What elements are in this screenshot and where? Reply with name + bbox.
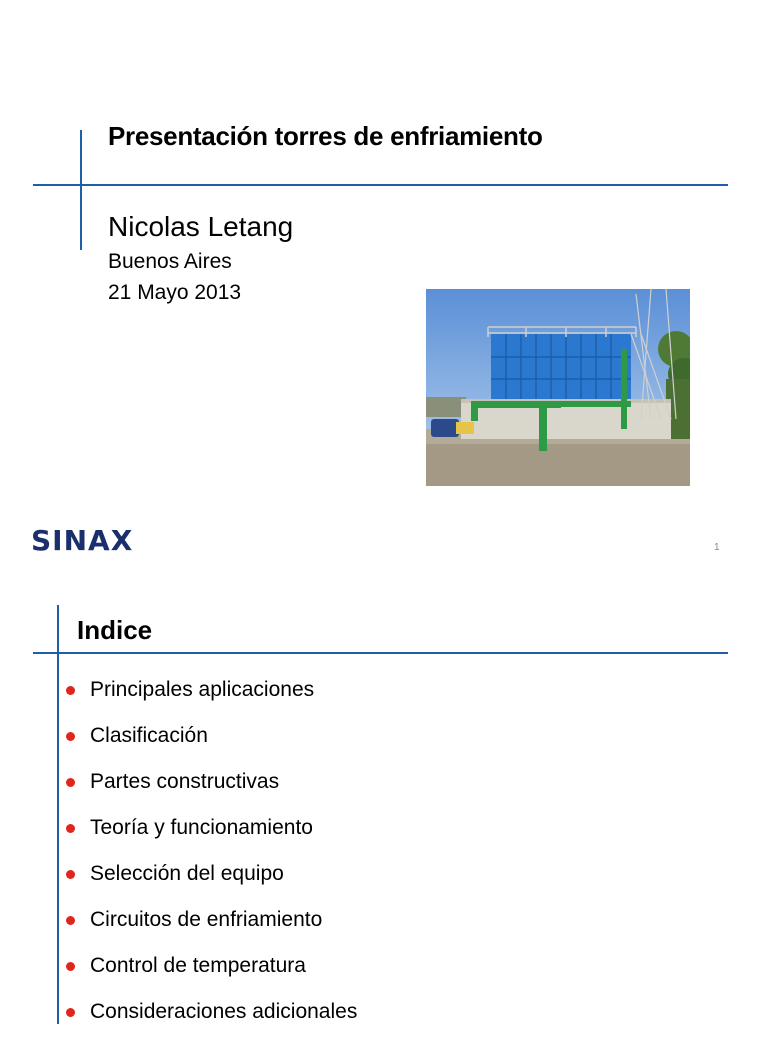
list-item [66,859,357,905]
list-item-label: Teoría y funcionamiento [90,816,313,839]
list-item-label: Circuitos de enfriamiento [90,908,323,931]
author-name: Nicolas Letang [108,211,294,242]
bullet-icon [66,962,75,971]
index-title: Indice [77,615,153,645]
sinax-logo: SINAX [31,524,134,557]
list-item [66,813,357,859]
presentation-title: Presentación torres de enfriamiento [108,121,543,151]
cooling-tower-photo [426,289,690,486]
bullet-icon [66,1008,75,1017]
list-item [66,721,357,767]
horizontal-accent-line [33,184,728,186]
bullet-icon [66,870,75,879]
list-item [66,997,357,1043]
list-item-label: Selección del equipo [90,862,284,885]
list-item-label: Principales aplicaciones [90,678,315,701]
list-item-label: Clasificación [90,724,208,747]
page-number: 1 [714,542,720,553]
list-item-label: Partes constructivas [90,770,280,793]
presentation-date: 21 Mayo 2013 [108,281,242,304]
bullet-icon [66,916,75,925]
bullet-icon [66,686,75,695]
list-item-label: Consideraciones adicionales [90,1000,358,1023]
list-item [66,905,357,951]
index-list [66,675,357,1043]
vertical-accent-line [80,130,82,250]
index-slide [0,575,768,1024]
list-item-label: Control de temperatura [90,954,306,977]
horizontal-accent-line [33,652,728,654]
bullet-icon [66,778,75,787]
location: Buenos Aires [108,250,232,273]
list-item [66,951,357,997]
bullet-icon [66,732,75,741]
list-item [66,767,357,813]
bullet-icon [66,824,75,833]
vertical-accent-line [57,605,59,1024]
list-item [66,675,357,721]
